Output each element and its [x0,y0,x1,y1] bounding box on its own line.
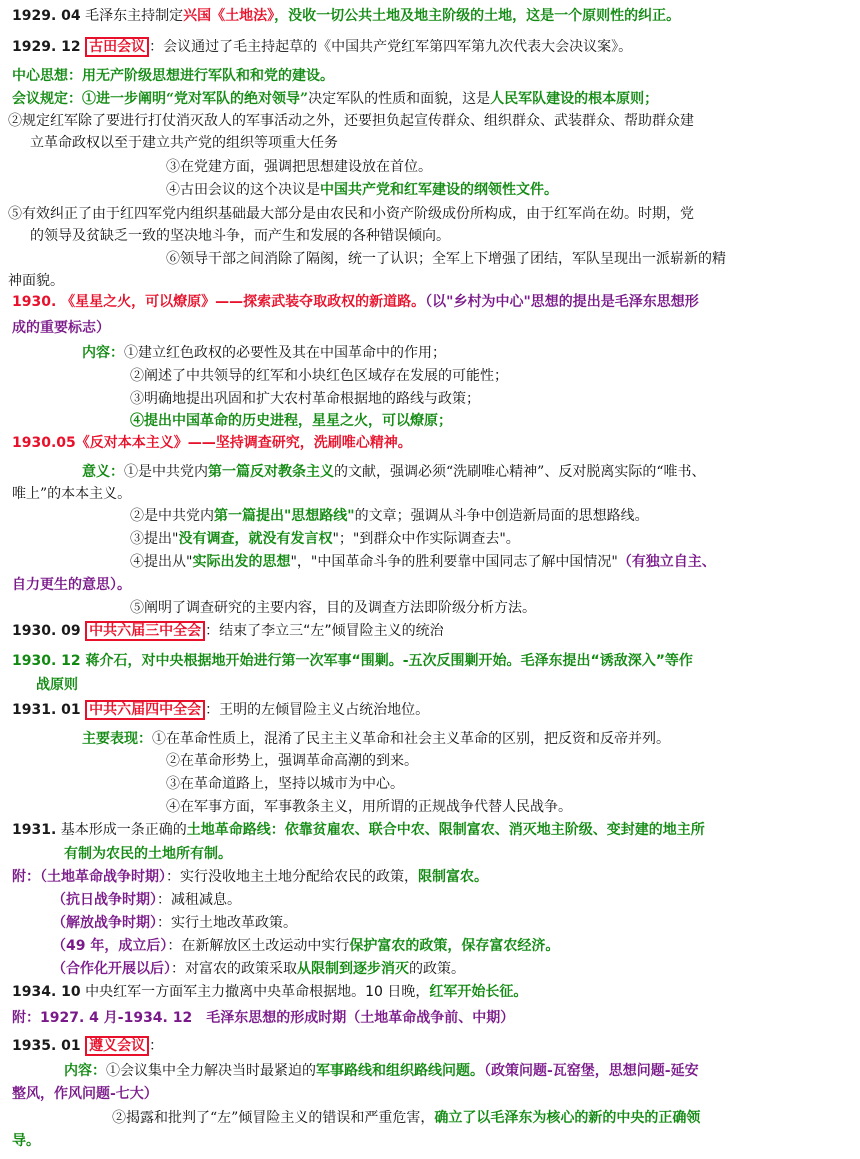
zunyi-content-2 [112,1108,848,1129]
entry-1931-01 [12,700,848,721]
meeting-rules [12,89,848,110]
entry-1930-12: 1930. 12 蒋介石，对中央根据地开始进行第一次军事“围剿。-五次反围剿开始。毛泽东提出“诱敌深入”等作 [12,653,693,669]
date: 1935. 01 [12,1038,81,1054]
content-3: ③明确地提出巩固和扩大农村革命根据地的路线与政策； [130,391,480,407]
text: ：对富农的政策采取 [171,961,297,977]
zunyi-content-1 [64,1061,848,1082]
content-4: ④提出中国革命的历史进程，星星之火，可以燎原； [130,413,452,429]
rule-2: ②规定红军除了要进行打仗消灭敌人的军事活动之外，还要担负起宣传群众、组织群众、武装群众、帮助群众建 [8,113,694,129]
highlight: 1930. 《星星之火，可以燎原》——探索武装夺取政权的新道路。 [12,294,426,310]
text: ：会议通过了毛主持起草的《中国共产党红军第四军第九次代表大会决议案》。 [149,39,633,55]
entry-1930 [12,292,848,313]
label: （合作化开展以后） [52,961,171,977]
text: ①会议集中全力解决当时最紧迫的 [106,1063,316,1079]
text: 的文献，强调必须“洗刷唯心精神”、反对脱离实际的“唯书、 [334,464,706,480]
entry-1929-12 [12,37,848,58]
entry-1935-01 [12,1036,848,1057]
entry-1931-cont: 有制为农民的土地所有制。 [64,846,232,862]
boxed-title: 中共六届四中全会 [85,700,205,720]
highlight: 没有调查，就没有发言权 [178,531,333,547]
highlight: （有独立自主、 [617,554,716,570]
manifest-2: ②在革命形势上，强调革命高潮的到来。 [166,753,418,769]
text: ：王明的左倾冒险主义占统治地位。 [205,702,430,718]
rule-6: ⑥领导干部之间消除了隔阂，统一了认识；全军上下增强了团结，军队呈现出一派崭新的精 [166,251,726,267]
manifest-4: ④在军事方面，军事教条主义，用所谓的正规战争代替人民战争。 [166,799,572,815]
entry-1930-12-cont: 战原则 [36,677,78,693]
text: ： [149,1038,164,1054]
text: ②揭露和批判了“左”倾冒险主义的错误和严重危害， [112,1110,435,1126]
significance-1 [82,462,848,483]
text: ：在新解放区土改运动中实行 [167,938,350,954]
text: 毛泽东主持制定 [85,8,184,24]
entry-1930-cont: 成的重要标志） [12,320,110,336]
text: 决定军队的性质和面貌，这是 [308,91,491,107]
text: ②是中共党内 [130,508,214,524]
rule-5: ⑤有效纠正了由于红四军党内组织基础最大部分是由农民和小资产阶级成份所构成，由于红军尚在幼。时期，党 [8,206,694,222]
note-land-1 [12,867,848,888]
entry-1930-09 [12,621,848,642]
content-2: ②阐述了中共领导的红军和小块红色区域存在发展的可能性； [130,368,508,384]
label: （解放战争时期） [52,915,157,931]
highlight: 军事路线和组织路线问题。 [316,1063,484,1079]
significance-3 [130,529,848,550]
date: 1929. 12 [12,39,81,55]
text: ③提出" [130,531,179,547]
date: 1931. [12,822,57,838]
highlight: 限制富农。 [418,869,488,885]
note-land-3 [52,913,848,934]
highlight: （政策问题-瓦窑堡，思想问题-延安 [484,1063,699,1079]
label: 意义： [82,464,124,480]
text: ：实行土地改革政策。 [157,915,297,931]
significance-4-cont: 自力更生的意思）。 [12,577,131,593]
text: ①是中共党内 [124,464,208,480]
boxed-title: 遵义会议 [85,1036,149,1056]
highlight: 保护富农的政策，保存富农经济。 [349,938,560,954]
note-land-2 [52,890,848,911]
entry-1931 [12,820,848,841]
note-land-4 [52,936,848,957]
boxed-title: 古田会议 [85,37,149,57]
text: 的政策。 [409,961,465,977]
text: ①在革命性质上，混淆了民主主义革命和社会主义革命的区别，把反资和反帝并列。 [152,731,670,747]
highlight: 土地革命路线：依靠贫雇农、联合中农、限制富农、消灭地主阶级、变封建的地主所 [186,822,705,838]
rule-5-cont: 的领导及贫缺乏一致的坚决地斗争，而产生和发展的各种错误倾向。 [30,228,450,244]
text: 基本形成一条正确的 [60,822,187,838]
content-1 [82,343,848,364]
label: 内容： [82,345,124,361]
label: （抗日战争时期） [52,892,157,908]
date: 1929. 04 [12,8,81,24]
rule-2-cont: 立革命政权以至于建立共产党的组织等项重大任务 [30,135,338,151]
significance-2 [130,506,848,527]
date: 1934. 10 [12,984,81,1000]
highlight: 从限制到逐步消灭 [297,961,409,977]
highlight: （以"乡村为中心"思想的提出是毛泽东思想形 [425,294,699,310]
manifest-3: ③在革命道路上，坚持以城市为中心。 [166,776,404,792]
text: ④提出从" [130,554,193,570]
entry-1934-10 [12,982,848,1003]
central-idea: 中心思想：用无产阶级思想进行军队和和党的建设。 [12,68,334,84]
boxed-title: 中共六届三中全会 [85,621,205,641]
highlight: 会议规定：①进一步阐明“党对军队的绝对领导” [12,91,309,107]
text: ④古田会议的这个决议是 [166,182,320,198]
rule-3: ③在党建方面，强调把思想建设放在首位。 [166,159,432,175]
text: 中央红军一方面军主力撤离中央革命根据地。10 日晚， [85,984,430,1000]
rule-4 [166,180,848,201]
label: （49 年，成立后） [52,938,168,954]
text: ：实行没收地主土地分配给农民的政策， [166,869,418,885]
text: "，"中国革命斗争的胜利要靠中国同志了解中国情况" [290,554,618,570]
text: 的文章；强调从斗争中创造新局面的思想路线。 [354,508,649,524]
highlight: 兴国《土地法》 [183,8,275,24]
significance-1-cont: 唯上”的本本主义。 [12,486,132,502]
note-land-5 [52,959,848,980]
highlight: 第一篇反对教条主义 [208,464,334,480]
label: 主要表现： [82,731,152,747]
zunyi-content-2-cont: 导。 [12,1133,40,1149]
label: 内容： [64,1063,106,1079]
manifest-1 [82,729,848,750]
text: ：结束了李立三“左”倾冒险主义的统治 [205,623,444,639]
highlight: 人民军队建设的根本原则； [490,91,659,107]
zunyi-content-1-cont: 整风，作风问题-七大） [12,1086,158,1102]
significance-5: ⑤阐明了调查研究的主要内容，目的及调查方法即阶级分析方法。 [130,600,536,616]
highlight: 红军开始长征。 [429,984,528,1000]
text: ①建立红色政权的必要性及其在中国革命中的作用； [124,345,446,361]
rule-6-cont: 神面貌。 [8,273,64,289]
highlight: 第一篇提出"思想路线" [214,508,355,524]
note-formation-period: 附：1927. 4 月-1934. 12 毛泽东思想的形成时期（土地革命战争前、中期） [12,1010,515,1026]
highlight: ，没收一切公共土地及地主阶级的土地，这是一个原则性的纠正。 [274,8,681,24]
entry-1930-05: 1930.05《反对本本主义》——坚持调查研究，洗刷唯心精神。 [12,435,412,451]
date: 1930. 09 [12,623,81,639]
entry-1929-04 [12,6,848,27]
significance-4 [130,552,848,573]
highlight: 实际出发的思想 [192,554,291,570]
highlight: 中国共产党和红军建设的纲领性文件。 [320,182,558,198]
text: "；"到群众中作实际调查去"。 [332,531,520,547]
text: ：减租减息。 [157,892,241,908]
date: 1931. 01 [12,702,81,718]
highlight: 确立了以毛泽东为核心的新的中央的正确领 [434,1110,701,1126]
label: 附：（土地革命战争时期） [12,869,166,885]
